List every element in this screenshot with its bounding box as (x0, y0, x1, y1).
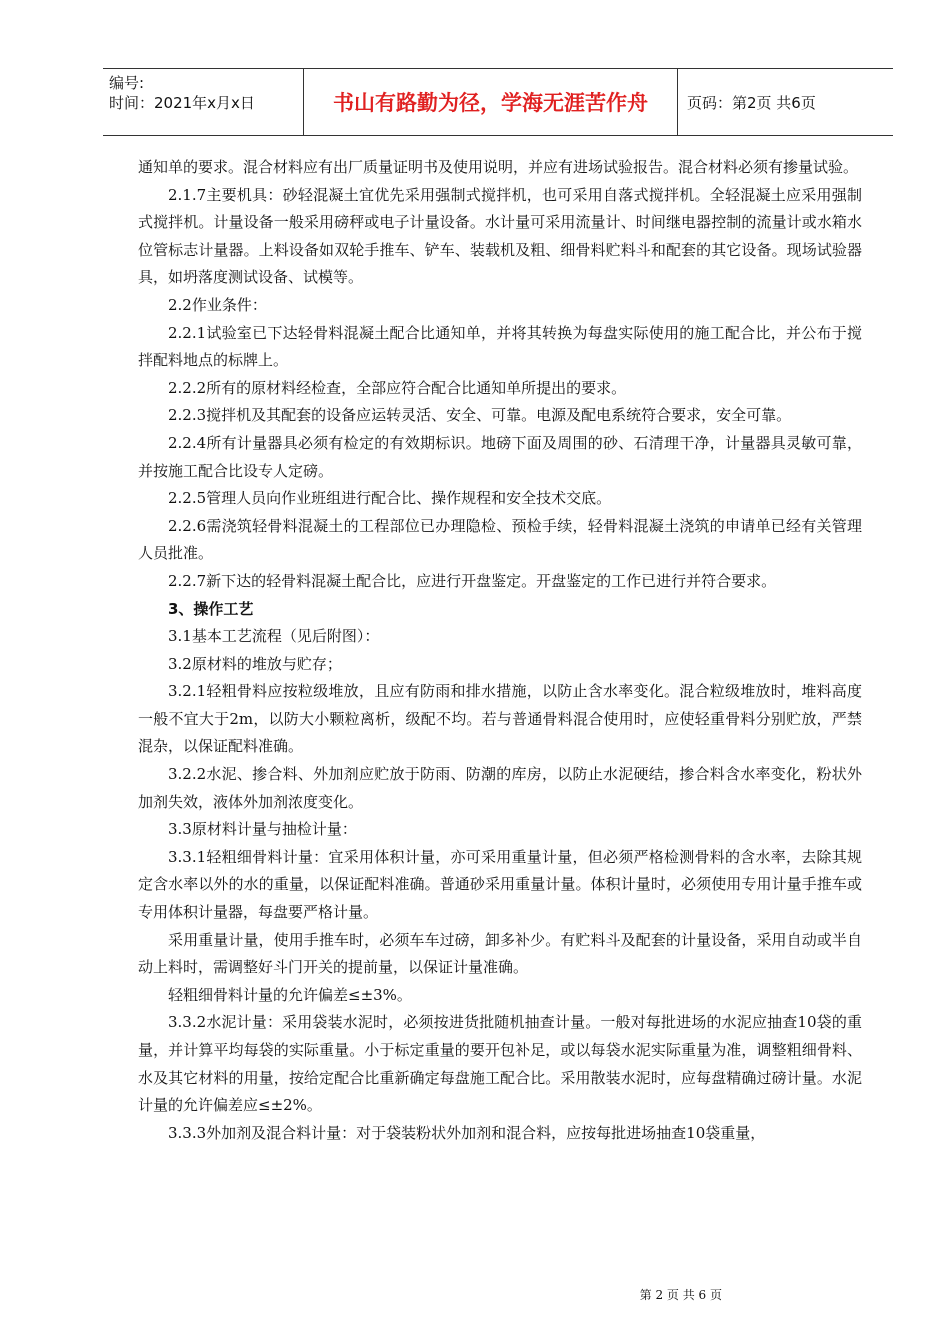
paragraph: 通知单的要求。混合材料应有出厂质量证明书及使用说明，并应有进场试验报告。混合材料必须有掺量试验。 (138, 158, 859, 176)
paragraph: 2.2.1试验室已下达轻骨料混凝土配合比通知单，并将其转换为每盘实际使用的施工配合比，并公布于搅拌配料地点的标牌上。 (138, 323, 862, 370)
paragraph: 3.2原材料的堆放与贮存； (168, 654, 342, 673)
paragraph: 3.3.1轻粗细骨料计量：宜采用体积计量，亦可采用重量计量，但必须严格检测骨料的含水率，去除其规定含水率以外的水的重量，以保证配料准确。普通砂采用重量计量。体积计量时，必须使用专用计量手推车或专用体积计量器，每盘要严格计量。 (138, 847, 862, 922)
paragraph: 3.1基本工艺流程（见后附图）： (168, 627, 380, 646)
footer-page-number: 第 2 页 共 6 页 (639, 1288, 722, 1302)
paragraph: 3.2.2水泥、掺合料、外加剂应贮放于防雨、防潮的库房，以防止水泥硬结，掺合料含水率变化，粉状外加剂失效，液体外加剂浓度变化。 (138, 765, 862, 811)
paragraph: 2.2作业条件： (168, 295, 267, 314)
page-header (103, 68, 893, 136)
page-footer (0, 1284, 950, 1303)
header-page-label: 页码：第2页 共6页 (687, 93, 816, 112)
header-meta (109, 73, 304, 113)
paragraph: 2.2.4所有计量器具必须有检定的有效期标识。地磅下面及周围的砂、石清理干净，计量器具灵敏可靠，并按施工配合比设专人定磅。 (138, 433, 862, 480)
paragraph: 2.2.7新下达的轻骨料混凝土配合比，应进行开盘鉴定。开盘鉴定的工作已进行并符合要求。 (168, 571, 777, 590)
paragraph: 2.2.6需浇筑轻骨料混凝土的工程部位已办理隐检、预检手续，轻骨料混凝土浇筑的申请单已经有关管理人员批准。 (138, 516, 862, 563)
paragraph: 采用重量计量，使用手推车时，必须车车过磅，卸多补少。有贮料斗及配套的计量设备，采用自动或半自动上料时，需调整好斗门开关的提前量，以保证计量准确。 (138, 930, 862, 977)
paragraph: 3.2.1轻粗骨料应按粒级堆放，且应有防雨和排水措施，以防止含水率变化。混合粒级堆放时，堆料高度一般不宜大于2m，以防大小颗粒离析，级配不均。若与普通骨料混合使用时，应使轻重骨料分别贮放，严禁混杂，以保证配料准确。 (138, 682, 862, 756)
paragraph: 轻粗细骨料计量的允许偏差≤±3%。 (168, 985, 412, 1004)
header-divider (677, 69, 678, 135)
paragraph: 3.3.3外加剂及混合料计量：对于袋装粉状外加剂和混合料，应按每批进场抽查10袋重量， (168, 1123, 766, 1142)
paragraph: 2.2.3搅拌机及其配套的设备应运转灵活、安全、可靠。电源及配电系统符合要求，安全可靠。 (168, 406, 792, 425)
section-heading: 3、操作工艺 (168, 599, 254, 618)
paragraph: 2.2.5管理人员向作业班组进行配合比、操作规程和安全技术交底。 (168, 489, 612, 508)
document-date-label: 时间：2021年x月x日 (109, 94, 255, 112)
document-body (138, 154, 862, 1147)
paragraph: 2.1.7主要机具：砂轻混凝土宜优先采用强制式搅拌机，也可采用自落式搅拌机。全轻混凝土应采用强制式搅拌机。计量设备一般采用磅秤或电子计量设备。水计量可采用流量计、时间继电器控制的流量计或水箱水位管标志计量器。上料设备如双轮手推车、铲车、装载机及粗、细骨料贮料斗和配套的其它设备。现场试验器具，如坍落度测试设备、试模等。 (138, 185, 862, 287)
paragraph: 3.3.2水泥计量：采用袋装水泥时，必须按进货批随机抽查计量。一般对每批进场的水泥应抽查10袋的重量，并计算平均每袋的实际重量。小于标定重量的要开包补足，或以每袋水泥实际重量为准，调整粗细骨料、水及其它材料的用量，按给定配合比重新确定每盘施工配合比。采用散装水泥时，应每盘精确过磅计量。水泥计量的允许偏差应≤±2%。 (138, 1013, 862, 1115)
document-number-label: 编号: (109, 74, 145, 92)
header-motto: 书山有路勤为径，学海无涯苦作舟 (333, 91, 648, 115)
paragraph: 2.2.2所有的原材料经检查，全部应符合配合比通知单所提出的要求。 (168, 378, 627, 397)
paragraph: 3.3原材料计量与抽检计量： (168, 820, 357, 839)
